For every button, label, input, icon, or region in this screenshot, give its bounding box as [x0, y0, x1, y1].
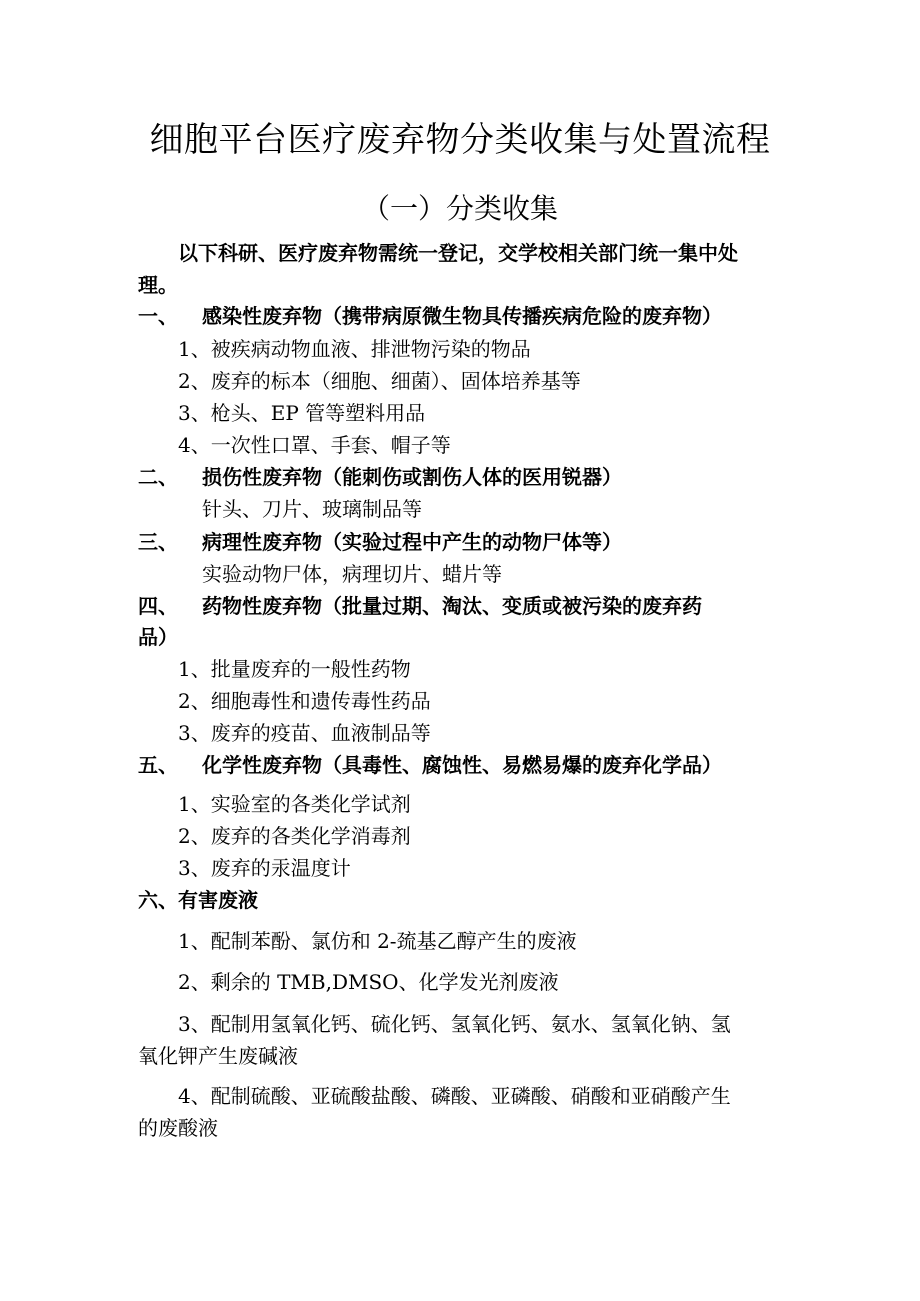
section-title: 药物性废弃物（批量过期、淘汰、变质或被污染的废弃药 — [202, 594, 702, 618]
section-heading-pharmaceutical — [138, 592, 702, 620]
list-item: 3、废弃的汞温度计 — [178, 856, 351, 880]
list-item-continuation: 氧化钾产生废碱液 — [138, 1044, 298, 1068]
section-title: 病理性废弃物（实验过程中产生的动物尸体等） — [202, 530, 622, 554]
list-item: 4、配制硫酸、亚硫酸盐酸、磷酸、亚磷酸、硝酸和亚硝酸产生 — [178, 1084, 731, 1108]
page-title: 细胞平台医疗废弃物分类收集与处置流程 — [149, 120, 771, 160]
section-title: 感染性废弃物（携带病原微生物具传播疾病危险的废弃物） — [202, 304, 722, 328]
section-heading-sharps — [138, 463, 622, 491]
section-number: 四、 — [138, 594, 178, 618]
section-number: 一、 — [138, 304, 178, 328]
list-item: 1、实验室的各类化学试剂 — [178, 792, 411, 816]
section-heading-continuation: 品） — [138, 625, 178, 649]
list-item-continuation: 的废酸液 — [138, 1116, 218, 1140]
intro-line-2: 理。 — [138, 273, 178, 297]
section-subtitle: （一）分类收集 — [361, 192, 558, 225]
list-item: 3、配制用氢氧化钙、硫化钙、氢氧化钙、氨水、氢氧化钠、氢 — [178, 1012, 731, 1036]
list-item: 3、废弃的疫苗、血液制品等 — [178, 721, 431, 745]
list-item: 3、枪头、EP 管等塑料用品 — [178, 401, 426, 425]
list-item: 1、批量废弃的一般性药物 — [178, 657, 411, 681]
list-item: 实验动物尸体，病理切片、蜡片等 — [202, 562, 502, 586]
section-number: 五、 — [138, 753, 178, 777]
list-item: 2、剩余的 TMB,DMSO、化学发光剂废液 — [178, 970, 559, 994]
section-title: 损伤性废弃物（能刺伤或割伤人体的医用锐器） — [202, 465, 622, 489]
list-item: 2、废弃的各类化学消毒剂 — [178, 824, 411, 848]
section-number: 三、 — [138, 530, 178, 554]
section-heading-pathological — [138, 528, 622, 556]
section-number: 二、 — [138, 465, 178, 489]
list-item: 针头、刀片、玻璃制品等 — [202, 497, 422, 521]
intro-line-1: 以下科研、医疗废弃物需统一登记，交学校相关部门统一集中处 — [178, 241, 738, 265]
section-heading-chemical — [138, 751, 722, 779]
section-heading-hazardous-liquid: 六、有害废液 — [138, 888, 258, 912]
section-heading-infectious — [138, 302, 722, 330]
list-item: 2、细胞毒性和遗传毒性药品 — [178, 689, 431, 713]
section-title: 化学性废弃物（具毒性、腐蚀性、易燃易爆的废弃化学品） — [202, 753, 722, 777]
list-item: 1、被疾病动物血液、排泄物污染的物品 — [178, 337, 531, 361]
list-item: 1、配制苯酚、氯仿和 2-巯基乙醇产生的废液 — [178, 929, 577, 953]
list-item: 2、废弃的标本（细胞、细菌）、固体培养基等 — [178, 369, 581, 393]
list-item: 4、一次性口罩、手套、帽子等 — [178, 433, 451, 457]
